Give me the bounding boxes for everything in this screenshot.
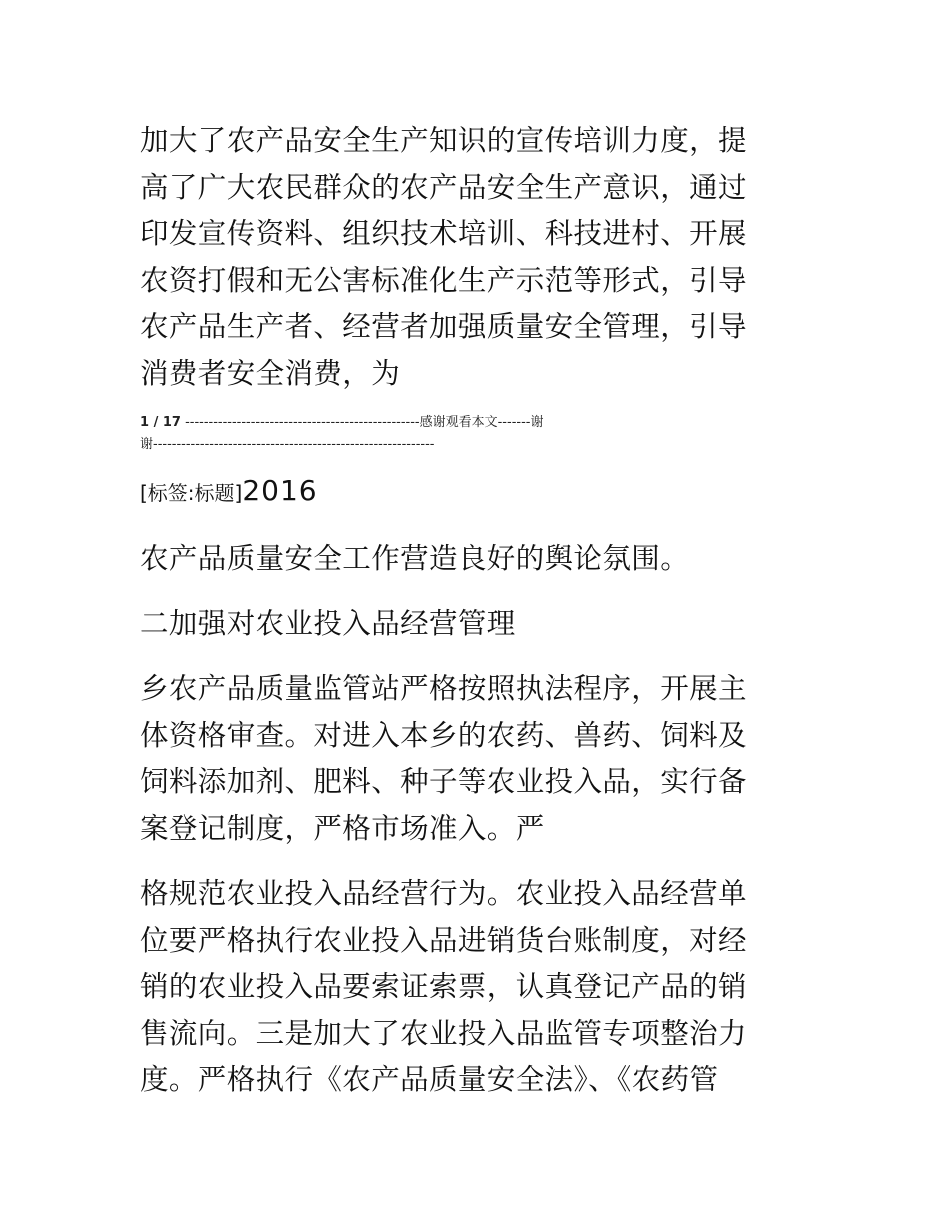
text-line: 格规范农业投入品经营行为。农业投入品经营单 bbox=[140, 877, 747, 910]
text-line: 农资打假和无公害标准化生产示范等形式，引导 bbox=[140, 263, 747, 297]
text-line: 加大了农产品安全生产知识的宣传培训力度，提 bbox=[140, 124, 747, 157]
text-line: 体资格审查。对进入本乡的农药、兽药、饲料及 bbox=[140, 718, 747, 752]
text-line: 二加强对农业投入品经营管理 bbox=[140, 607, 516, 640]
text-line: 案登记制度，严格市场准入。严 bbox=[140, 811, 545, 845]
tag-year: 2016 bbox=[242, 474, 318, 507]
tag-title-line bbox=[140, 474, 318, 507]
paragraph-qualification-review bbox=[140, 666, 810, 852]
text-line: 度。严格执行《农产品质量安全法》、《农药管 bbox=[140, 1063, 719, 1096]
text-line: 农产品质量安全工作营造良好的舆论氛围。 bbox=[140, 542, 690, 575]
text-line: 饲料添加剂、肥料、种子等农业投入品，实行备 bbox=[140, 765, 747, 798]
text-line: 销的农业投入品要索证索票，认真登记产品的销 bbox=[140, 970, 747, 1003]
text-line: 印发宣传资料、组织技术培训、科技进村、开展 bbox=[140, 217, 747, 250]
paragraph-business-conduct bbox=[140, 871, 810, 1104]
section-heading-input-management bbox=[140, 601, 810, 648]
footer-line-1 bbox=[140, 412, 720, 434]
footer-line-2: 谢------------------------------------------------------------ bbox=[140, 437, 435, 452]
text-line: 农产品生产者、经营者加强质量安全管理，引导 bbox=[140, 310, 747, 343]
text-line: 高了广大农民群众的农产品安全生产意识，通过 bbox=[140, 170, 747, 204]
text-line: 消费者安全消费，为 bbox=[140, 356, 401, 390]
footer-thanks-text: --------------------------------------------------感谢观看本文-------谢 bbox=[180, 415, 544, 430]
page-number: 1 / 17 bbox=[140, 415, 181, 430]
text-line: 乡农产品质量监管站严格按照执法程序，开展主 bbox=[140, 672, 747, 705]
text-line: 售流向。三是加大了农业投入品监管专项整治力 bbox=[140, 1016, 747, 1050]
text-line: 位要严格执行农业投入品进销货台账制度，对经 bbox=[140, 923, 747, 957]
paragraph-publicity-training bbox=[140, 118, 810, 397]
page-footer bbox=[140, 412, 720, 456]
tag-label: [标签:标题] bbox=[140, 481, 243, 505]
paragraph-public-opinion bbox=[140, 536, 810, 583]
